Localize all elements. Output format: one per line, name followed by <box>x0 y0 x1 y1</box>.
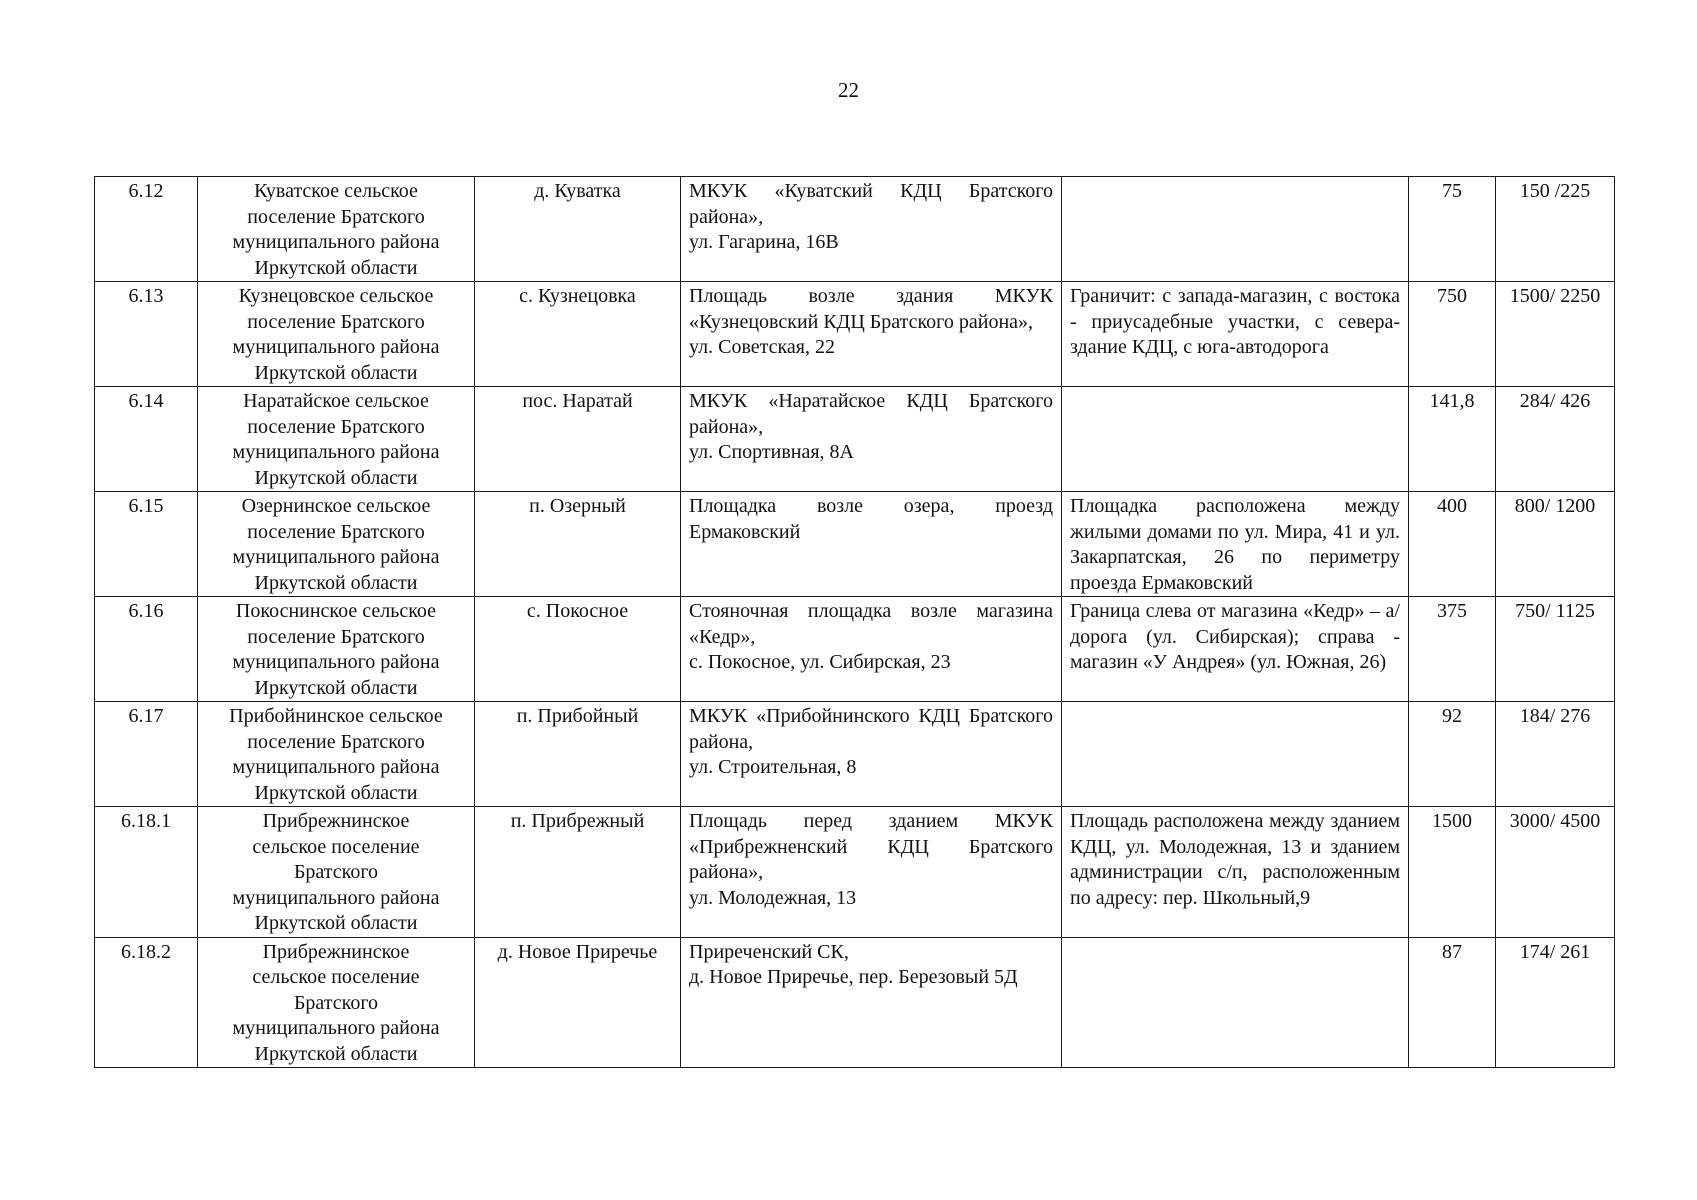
settlement-cell-line: Куватское сельское <box>254 180 418 202</box>
border-cell <box>1062 702 1409 807</box>
settlement-cell-line: поселение Братского <box>247 205 425 228</box>
place-cell-line: Площадь перед зданием МКУК «Прибрежненский КДЦ Братского района», <box>689 810 1053 883</box>
row-number-cell: 6.16 <box>95 597 198 702</box>
settlement-cell-line: Покоснинское сельское <box>235 600 437 622</box>
border-cell <box>1062 807 1409 938</box>
settlement-cell-line: Прибрежнинское <box>262 810 410 832</box>
settlement-cell-line: муниципального района <box>232 441 440 463</box>
settlement-cell-line: муниципального района <box>232 336 440 358</box>
place-cell-line: Приреченский СК, <box>689 940 849 963</box>
settlement-cell-line: поселение Братского <box>247 625 425 648</box>
row-number-cell: 6.17 <box>95 702 198 807</box>
border-cell <box>1062 937 1409 1068</box>
settlement-cell-line: Наратайское сельское <box>243 390 429 412</box>
settlement-cell-line: сельское поселение <box>252 835 420 858</box>
settlement-cell <box>198 282 475 387</box>
border-cell <box>1062 597 1409 702</box>
settlement-cell-line: Кузнецовское сельское <box>238 285 434 307</box>
border-cell-line: Граница слева от магазина «Кедр» – а/дорога (ул. Сибирская); справа - магазин «У Андрея» (ул. Южная, 26) <box>1070 600 1400 673</box>
settlement-cell-line: поселение Братского <box>247 310 425 333</box>
border-cell-line: Граничит: с запада-магазин, с востока - приусадебные участки, с севера-здание КДЦ, с юга-автодорога <box>1070 285 1400 358</box>
place-cell-line: ул. Строительная, 8 <box>689 756 857 778</box>
settlement-cell <box>198 492 475 597</box>
place-cell-line: ул. Спортивная, 8А <box>689 441 854 463</box>
place-cell <box>681 387 1062 492</box>
locality-cell: пос. Наратай <box>475 387 681 492</box>
table-row <box>95 492 1615 597</box>
settlement-cell-line: Озернинское сельское <box>241 495 431 517</box>
capacity-cell: 284/ 426 <box>1496 387 1615 492</box>
area-cell: 141,8 <box>1409 387 1496 492</box>
place-cell-line: ул. Молодежная, 13 <box>689 886 857 909</box>
settlement-cell-line: Прибрежнинское <box>262 940 410 963</box>
settlement-cell <box>198 807 475 938</box>
table-row <box>95 807 1615 938</box>
settlement-cell-line: муниципального района <box>232 231 440 253</box>
settlement-cell-line: муниципального района <box>232 1017 440 1039</box>
area-cell: 1500 <box>1409 807 1496 938</box>
settlement-cell <box>198 937 475 1068</box>
area-cell: 400 <box>1409 492 1496 597</box>
settlement-cell-line: Иркутской области <box>254 256 418 279</box>
settlement-cell-line: Братского <box>293 861 379 883</box>
area-cell: 75 <box>1409 177 1496 282</box>
settlement-cell-line: Иркутской области <box>254 466 418 489</box>
place-cell-line: Площадь возле здания МКУК «Кузнецовский КДЦ Братского района», <box>689 285 1053 333</box>
row-number-cell: 6.18.1 <box>95 807 198 938</box>
area-cell: 87 <box>1409 937 1496 1068</box>
border-cell <box>1062 387 1409 492</box>
table-row <box>95 937 1615 1068</box>
row-number-cell: 6.15 <box>95 492 198 597</box>
table-row <box>95 282 1615 387</box>
settlement-cell-line: Иркутской области <box>254 361 418 384</box>
border-cell <box>1062 492 1409 597</box>
place-cell-line: МКУК «Прибойнинского КДЦ Братского района, <box>689 705 1053 753</box>
settlement-cell-line: поселение Братского <box>247 520 425 543</box>
settlement-cell-line: Иркутской области <box>254 912 418 934</box>
place-cell <box>681 702 1062 807</box>
settlement-cell-line: муниципального района <box>232 756 440 778</box>
table-body <box>95 177 1615 1068</box>
capacity-cell: 750/ 1125 <box>1496 597 1615 702</box>
border-cell-line: Площадка расположена между жилыми домами по ул. Мира, 41 и ул. Закарпатская, 26 по периметру проезда Ермаковский <box>1070 495 1400 594</box>
capacity-cell: 800/ 1200 <box>1496 492 1615 597</box>
capacity-cell: 174/ 261 <box>1496 937 1615 1068</box>
capacity-cell: 184/ 276 <box>1496 702 1615 807</box>
place-cell <box>681 492 1062 597</box>
locality-cell: д. Куватка <box>475 177 681 282</box>
place-cell <box>681 937 1062 1068</box>
table-row <box>95 387 1615 492</box>
row-number-cell: 6.13 <box>95 282 198 387</box>
place-cell-line: Стояночная площадка возле магазина «Кедр», <box>689 600 1053 648</box>
settlement-cell-line: Прибойнинское сельское <box>229 705 443 727</box>
settlement-cell <box>198 597 475 702</box>
place-cell-line: МКУК «Наратайское КДЦ Братского района», <box>689 390 1053 438</box>
area-cell: 375 <box>1409 597 1496 702</box>
locality-cell: с. Покосное <box>475 597 681 702</box>
settlement-cell <box>198 177 475 282</box>
place-cell <box>681 807 1062 938</box>
settlement-cell-line: муниципального района <box>232 886 440 909</box>
settlement-cell-line: муниципального района <box>232 546 440 568</box>
settlement-cell <box>198 387 475 492</box>
place-cell <box>681 282 1062 387</box>
settlement-cell-line: Иркутской области <box>254 676 418 699</box>
settlement-cell-line: поселение Братского <box>247 415 425 438</box>
settlement-cell-line: Братского <box>293 991 379 1014</box>
settlement-cell-line: муниципального района <box>232 651 440 673</box>
border-cell <box>1062 282 1409 387</box>
settlement-cell-line: Иркутской области <box>254 781 418 804</box>
place-cell-line: с. Покосное, ул. Сибирская, 23 <box>689 651 951 673</box>
row-number-cell: 6.14 <box>95 387 198 492</box>
settlement-cell-line: сельское поселение <box>252 966 420 988</box>
border-cell-line: Площадь расположена между зданием КДЦ, ул. Молодежная, 13 и зданием администрации с/п, расположенным по адресу: пер. Школьный,9 <box>1070 810 1400 909</box>
settlement-cell-line: Иркутской области <box>254 571 418 594</box>
capacity-cell: 3000/ 4500 <box>1496 807 1615 938</box>
table-row <box>95 597 1615 702</box>
settlement-cell <box>198 702 475 807</box>
locality-cell: п. Прибойный <box>475 702 681 807</box>
place-cell-line: МКУК «Куватский КДЦ Братского района», <box>689 180 1053 228</box>
place-cell-line: д. Новое Приречье, пер. Березовый 5Д <box>689 966 1018 988</box>
place-cell <box>681 597 1062 702</box>
table-row <box>95 702 1615 807</box>
page-number: 22 <box>838 78 859 102</box>
locality-cell: д. Новое Приречье <box>475 937 681 1068</box>
area-cell: 92 <box>1409 702 1496 807</box>
table-row <box>95 177 1615 282</box>
sites-table <box>94 176 1615 1068</box>
locality-cell: п. Озерный <box>475 492 681 597</box>
place-cell-line: Площадка возле озера, проезд Ермаковский <box>689 495 1053 543</box>
row-number-cell: 6.12 <box>95 177 198 282</box>
place-cell-line: ул. Гагарина, 16В <box>689 231 839 253</box>
capacity-cell: 1500/ 2250 <box>1496 282 1615 387</box>
locality-cell: с. Кузнецовка <box>475 282 681 387</box>
area-cell: 750 <box>1409 282 1496 387</box>
settlement-cell-line: Иркутской области <box>254 1042 418 1065</box>
place-cell-line: ул. Советская, 22 <box>689 336 835 358</box>
locality-cell: п. Прибрежный <box>475 807 681 938</box>
row-number-cell: 6.18.2 <box>95 937 198 1068</box>
capacity-cell: 150 /225 <box>1496 177 1615 282</box>
settlement-cell-line: поселение Братского <box>247 730 425 753</box>
place-cell <box>681 177 1062 282</box>
border-cell <box>1062 177 1409 282</box>
